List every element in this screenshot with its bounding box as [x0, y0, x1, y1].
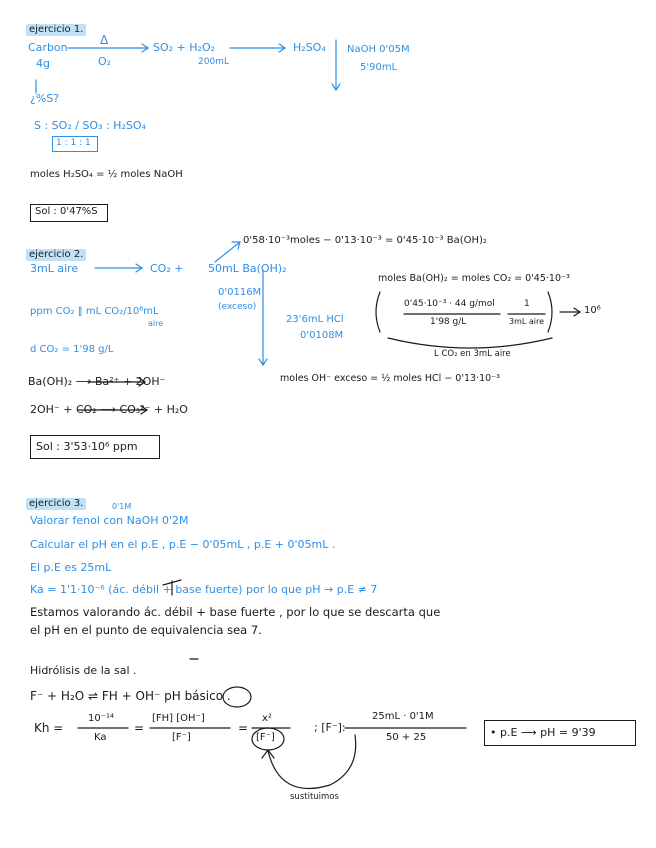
ej2-baoh: 50mL Ba(OH)₂ — [208, 262, 287, 275]
ej1-carbon: Carbon — [28, 41, 68, 54]
ej1-delta: Δ — [100, 33, 109, 47]
ej2-sol: Sol : 3'53·10⁶ ppm — [36, 440, 138, 453]
ej2-frac2-num: 1 — [524, 299, 530, 309]
ej3-eq-sign-2: = — [238, 721, 249, 735]
ej2-dens: d CO₂ = 1'98 g/L — [30, 344, 114, 355]
paren-right — [548, 292, 552, 332]
ej3-kh-den: Ka — [94, 732, 107, 743]
ej3-result: • p.E ⟶ pH = 9'39 — [490, 726, 596, 739]
ej2-ppm-sub: aire — [148, 319, 164, 328]
ej2-react: 2OH⁻ + CO₂ ⟶ CO₃²⁻ + H₂O — [30, 403, 188, 416]
brace-under — [388, 338, 552, 348]
ej2-hcl-conc: 0'0108M — [300, 330, 344, 341]
ej2-frac-den: 1'98 g/L — [430, 317, 467, 327]
ej1-question: ¿%S? — [30, 92, 60, 105]
ej2-co2: CO₂ + — [150, 262, 184, 275]
ej1-ratio: S : SO₂ / SO₃ : H₂SO₄ — [34, 119, 146, 132]
ej2-excess: moles OH⁻ exceso = ½ moles HCl − 0'13·10⁻³ — [280, 373, 500, 384]
arrow-sustituimos — [268, 735, 356, 789]
ej2-frac2-den: 3mL aire — [509, 317, 545, 326]
ej3-fl: ; [F⁻]: — [314, 721, 346, 734]
ej3-l3: El p.E es 25mL — [30, 561, 112, 574]
ej1-vol-h2o2: 200mL — [198, 57, 229, 67]
ej2-top-moles: 0'58·10⁻³moles − 0'13·10⁻³ = 0'45·10⁻³ Ba(OH)₂ — [243, 235, 487, 246]
ej1-naoh: NaOH 0'05M — [347, 44, 410, 55]
ej3-kh-num: 10⁻¹⁴ — [88, 713, 115, 724]
ej2-title: ejercicio 2. — [26, 249, 86, 261]
ej3-x2: x² — [262, 713, 272, 724]
ej3-f-den: 50 + 25 — [386, 732, 427, 743]
ej1-naoh-vol: 5'90mL — [360, 62, 398, 73]
ej2-ppm: ppm CO₂ ‖ mL CO₂/10⁶mL — [30, 306, 159, 317]
ej3-l5: Estamos valorando ác. débil + base fuerte , por lo que se descarta que — [30, 605, 441, 619]
arrow-up-top — [215, 242, 240, 262]
ej1-so2: SO₂ + H₂O₂ — [153, 41, 216, 54]
ej3-sust: sustituimos — [290, 792, 339, 802]
ej1-sol: Sol : 0'47%S — [35, 206, 98, 217]
ej2-times6: 10⁶ — [584, 305, 601, 316]
ej2-exceso: (exceso) — [218, 302, 257, 312]
ej1-o2: O₂ — [98, 55, 112, 68]
ej3-l4: Ka = 1'1·10⁻⁶ (ác. débil + base fuerte) por lo que pH → p.E ≠ 7 — [30, 583, 378, 596]
ej1-mass: 4g — [36, 57, 50, 70]
ej3-fneg: [F⁻] — [256, 732, 275, 743]
ej1-moles-eq: moles H₂SO₄ = ½ moles NaOH — [30, 169, 183, 180]
ej3-title: ejercicio 3. — [26, 498, 86, 510]
ej2-diss: Ba(OH)₂ ⟶ Ba²⁺ + 2OH⁻ — [28, 375, 166, 388]
ej3-f-num: 25mL · 0'1M — [372, 711, 434, 722]
ej2-brace-label: L CO₂ en 3mL aire — [434, 349, 511, 359]
ej3-kh2-num: [FH] [OH⁻] — [152, 713, 205, 724]
paren-left — [376, 292, 380, 332]
ej2-frac-num: 0'45·10⁻³ · 44 g/mol — [404, 299, 495, 309]
ej3-kh: Kh = — [34, 721, 64, 735]
ej2-hcl: 23'6mL HCl — [286, 314, 344, 325]
ej3-kh2-den: [F⁻] — [172, 732, 191, 743]
ej3-l1: Valorar fenol con NaOH 0'2M — [30, 514, 189, 527]
ej3-l6: el pH en el punto de equivalencia sea 7. — [30, 623, 262, 637]
ej1-ratio-box-text: 1 : 1 : 1 — [56, 138, 91, 148]
ej2-air: 3mL aire — [30, 262, 79, 275]
ej2-moles-ba: moles Ba(OH)₂ = moles CO₂ = 0'45·10⁻³ — [378, 273, 570, 284]
ej3-eq: F⁻ + H₂O ⇌ FH + OH⁻ pH básico . — [30, 689, 231, 703]
ej3-l2: Calcular el pH en el p.E , p.E − 0'05mL , p.E + 0'05mL . — [30, 538, 336, 551]
ej2-baoh-conc: 0'0116M — [218, 287, 262, 298]
ej3-eq-sign: = — [134, 721, 145, 735]
ej3-hydro: Hidrólisis de la sal . — [30, 664, 137, 677]
ej1-title: ejercicio 1. — [26, 24, 86, 36]
ej3-c-small: 0'1M — [112, 502, 132, 511]
ej1-h2so4: H₂SO₄ — [293, 41, 326, 54]
